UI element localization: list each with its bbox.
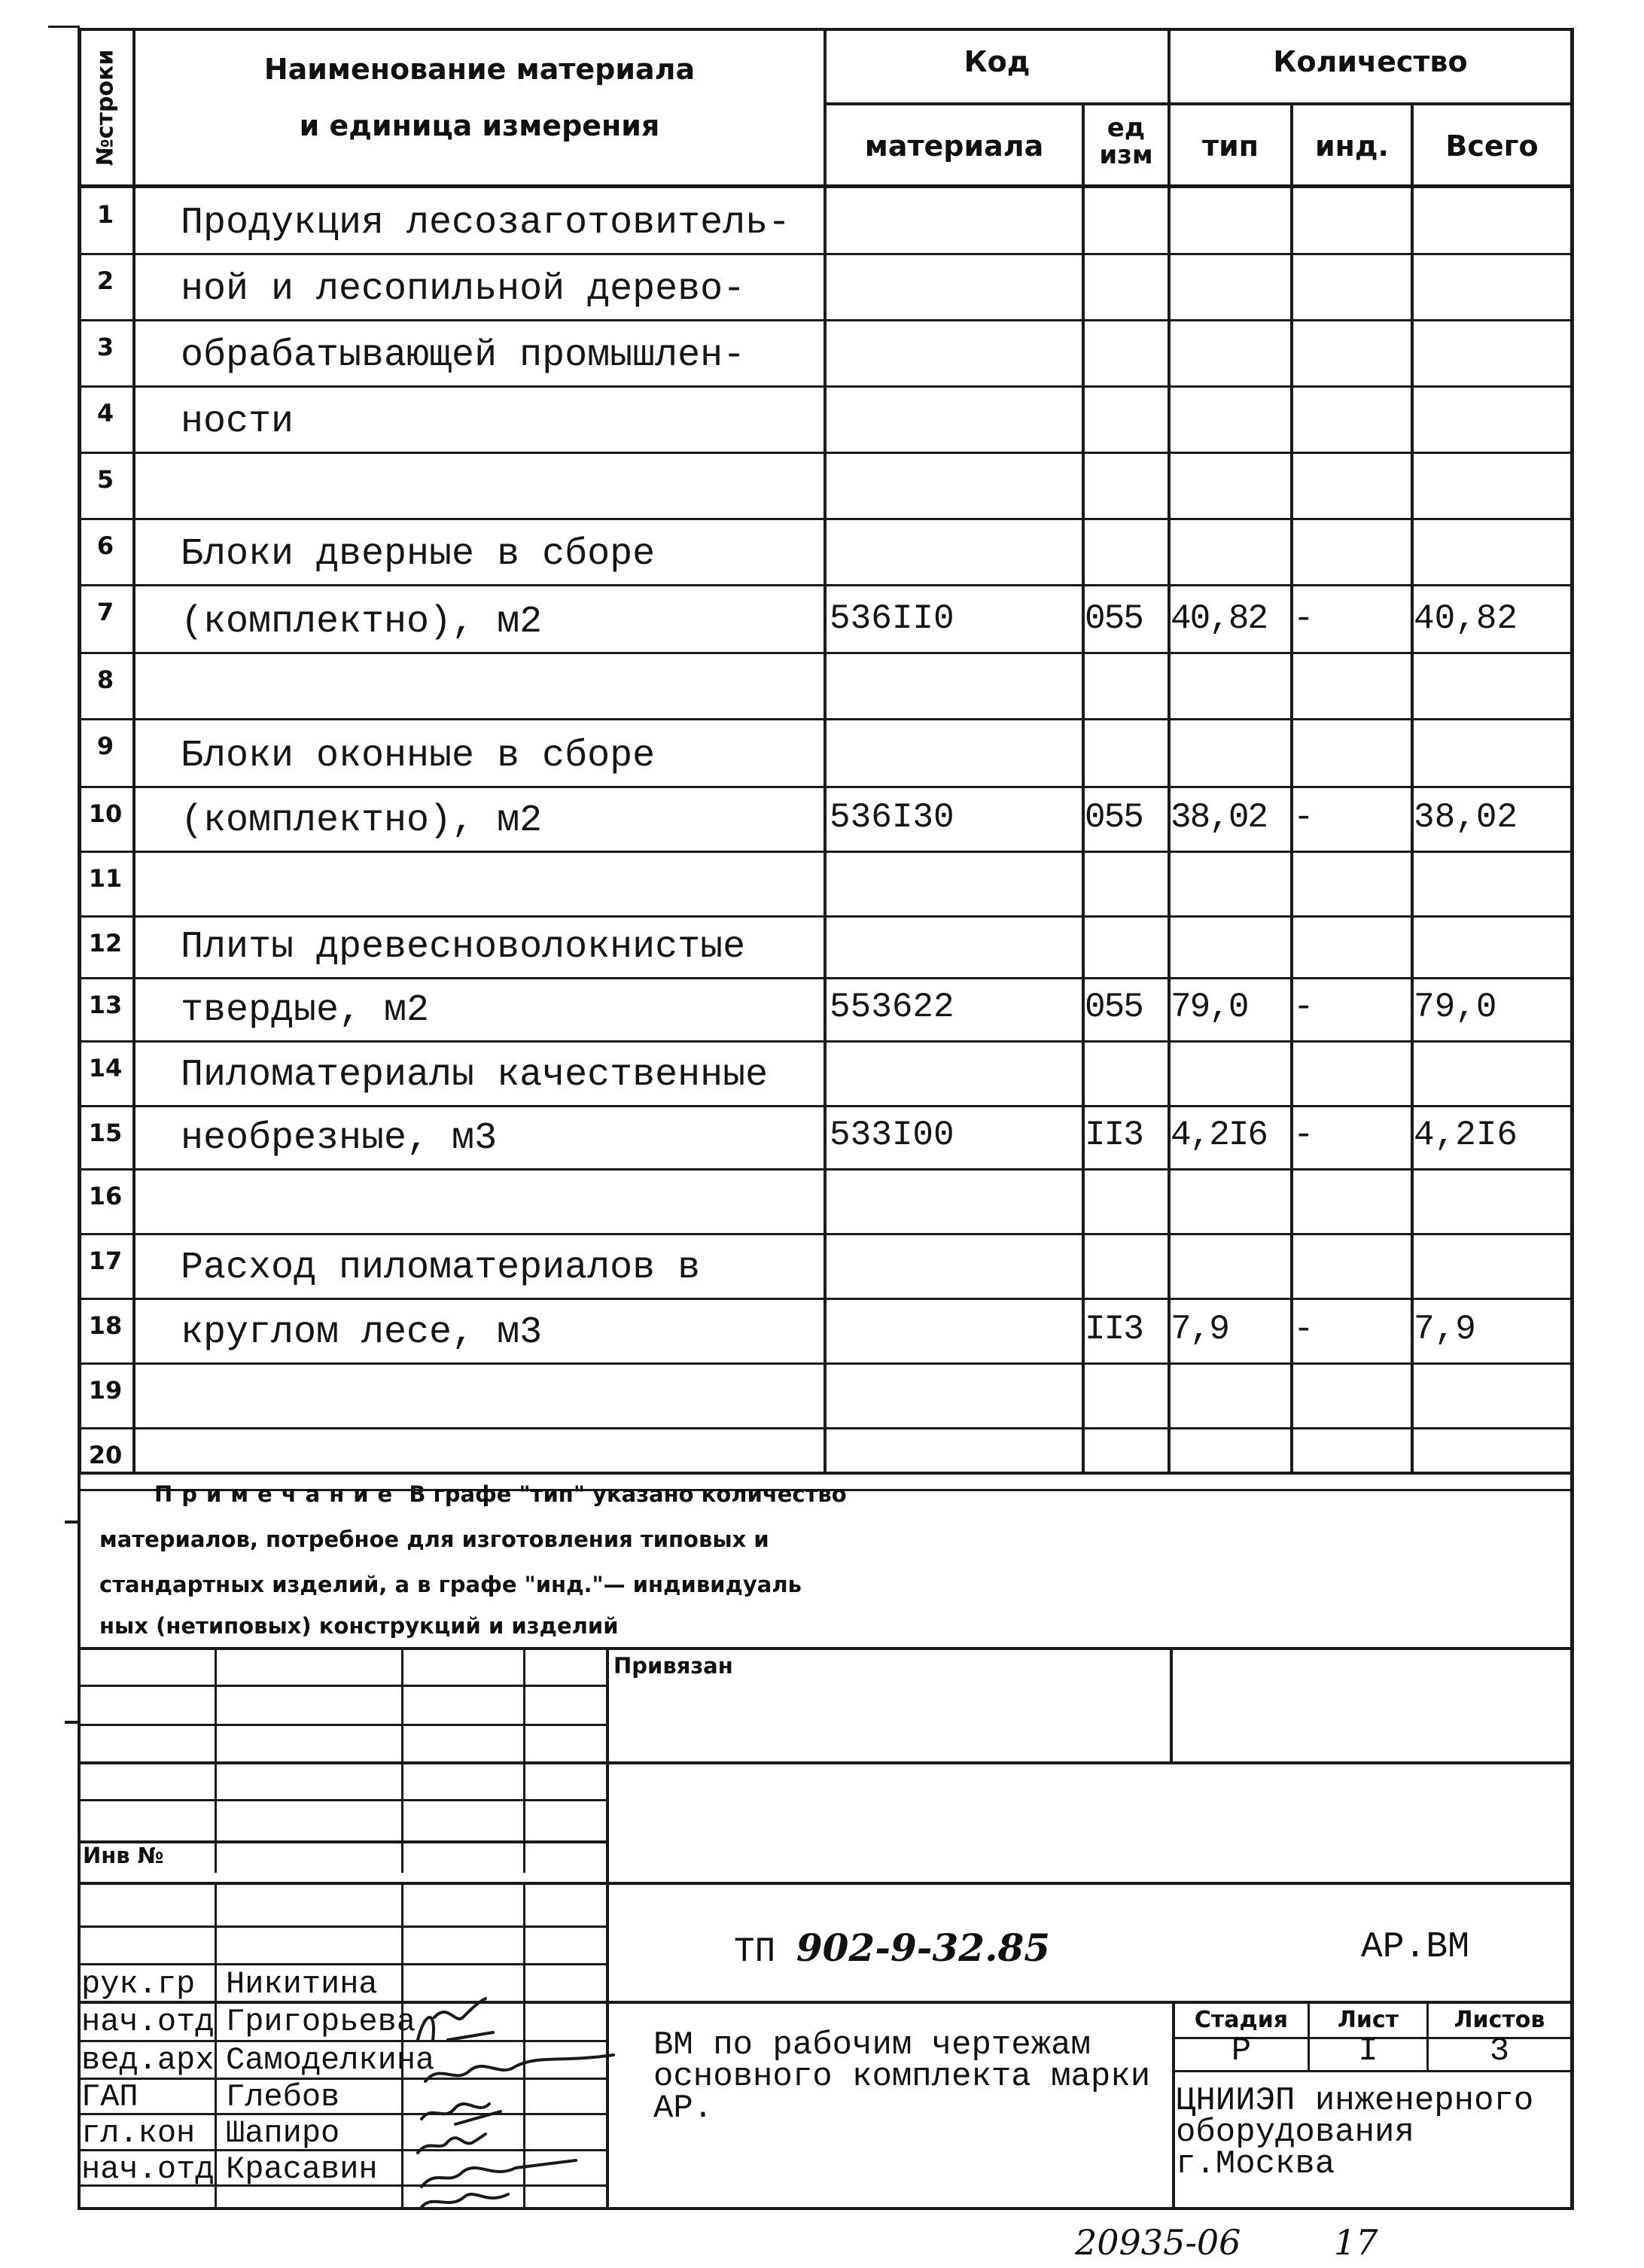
material-name: Расход пиломатериалов в xyxy=(181,1247,701,1289)
material-name: твердые, м2 xyxy=(181,989,430,1032)
row-number: 12 xyxy=(88,929,123,957)
ind-header: инд. xyxy=(1314,129,1389,163)
cell-code: 553622 xyxy=(830,988,954,1027)
stage-label: Стадия xyxy=(1194,2007,1289,2033)
unit-header: ед изм xyxy=(1099,113,1153,170)
organization-line3: г.Москва xyxy=(1176,2145,1335,2183)
cell-total: 40,82 xyxy=(1414,599,1518,638)
material-name: (комплектно), м2 xyxy=(181,799,543,842)
material-name: Блоки оконные в сборе xyxy=(181,735,656,778)
total-header: Всего xyxy=(1445,129,1539,163)
note-line4: ных (нетиповых) конструкций и изделий xyxy=(99,1613,619,1639)
cell-typ: 79,0 xyxy=(1171,988,1248,1027)
page-number: 17 xyxy=(1334,2222,1378,2263)
material-name: ности xyxy=(181,400,294,443)
table-row xyxy=(0,852,1644,917)
material-name: (комплектно), м2 xyxy=(181,601,543,644)
signer-role: гл.кон xyxy=(81,2115,196,2151)
table-row xyxy=(0,387,1644,453)
table-row xyxy=(0,917,1644,979)
material-header: материала xyxy=(864,129,1044,163)
cell-total: 38,02 xyxy=(1414,798,1518,837)
cell-unit: II3 xyxy=(1085,1116,1143,1155)
material-name: необрезные, м3 xyxy=(181,1117,498,1160)
row-number: 11 xyxy=(88,864,123,893)
signer-name: Самоделкина xyxy=(226,2042,435,2078)
row-number: 19 xyxy=(88,1376,123,1405)
description-line3: АР. xyxy=(653,2090,714,2127)
document-number: ТП 902-9-32.85 xyxy=(734,1926,1051,1971)
table-row xyxy=(0,321,1644,387)
row-number: 14 xyxy=(88,1054,123,1082)
table-row xyxy=(0,1042,1644,1107)
row-number: 8 xyxy=(96,665,114,694)
table-row xyxy=(0,979,1644,1042)
sheet-label: Лист xyxy=(1337,2007,1399,2033)
sheet-value: I xyxy=(1358,2032,1378,2070)
quantity-header: Количество xyxy=(1273,45,1468,78)
cell-typ: 7,9 xyxy=(1171,1310,1228,1349)
row-number: 17 xyxy=(88,1247,123,1275)
table-row xyxy=(0,1299,1644,1364)
cell-unit: 055 xyxy=(1085,599,1143,638)
table-row xyxy=(0,653,1644,720)
cell-code: 536I30 xyxy=(830,798,954,837)
code-header: Код xyxy=(964,45,1031,78)
table-row xyxy=(0,254,1644,321)
row-number: 15 xyxy=(88,1119,123,1147)
cell-unit: 055 xyxy=(1085,988,1143,1027)
material-name: Продукция лесозаготовитель- xyxy=(181,202,791,245)
material-name: Плиты древесноволокнистые xyxy=(181,926,746,969)
inventory-number-label: Инв № xyxy=(83,1843,164,1868)
signer-name: Никитина xyxy=(226,1966,378,2002)
typ-header: тип xyxy=(1202,129,1259,163)
cell-typ: 4,2I6 xyxy=(1171,1116,1268,1155)
row-number: 10 xyxy=(88,799,123,828)
table-row xyxy=(0,1170,1644,1234)
row-number: 20 xyxy=(88,1441,123,1469)
signer-role: ГАП xyxy=(81,2079,139,2115)
row-number-header: №строки xyxy=(92,49,119,166)
sheets-label: Листов xyxy=(1454,2007,1545,2033)
signer-role: рук.гр xyxy=(81,1966,196,2002)
row-number: 9 xyxy=(96,732,114,760)
cell-typ: 38,02 xyxy=(1171,798,1268,837)
row-number: 4 xyxy=(96,399,114,428)
sheets-value: 3 xyxy=(1489,2032,1510,2070)
table-row xyxy=(0,720,1644,787)
cell-unit: 055 xyxy=(1085,798,1143,837)
archive-number: 20935-06 xyxy=(1075,2222,1241,2263)
note-line1: В графе "тип" указано количество xyxy=(409,1481,847,1507)
privyazan-label: Привязан xyxy=(613,1653,733,1679)
cell-total: 7,9 xyxy=(1414,1310,1476,1349)
signer-name: Красавин xyxy=(226,2151,378,2187)
table-row xyxy=(0,188,1644,254)
name-header-line1: Наименование материала xyxy=(263,53,696,86)
signer-role: нач.отд xyxy=(81,2004,215,2040)
signer-role: нач.отд xyxy=(81,2151,215,2187)
description-line1: ВМ по рабочим чертежам xyxy=(653,2026,1091,2064)
note-line3: стандартных изделий, а в графе "инд."— индивидуаль xyxy=(99,1572,802,1597)
table-row xyxy=(0,519,1644,586)
row-number: 3 xyxy=(96,333,114,361)
cell-total: 79,0 xyxy=(1414,988,1497,1027)
note-line2: материалов, потребное для изготовления типовых и xyxy=(99,1527,769,1552)
material-name: ной и лесопильной дерево- xyxy=(181,268,746,311)
row-number: 7 xyxy=(96,598,114,626)
name-header-line2: и единица измерения xyxy=(299,109,660,142)
signer-name: Шапиро xyxy=(226,2115,340,2151)
row-number: 6 xyxy=(96,531,114,560)
document-mark: АР.ВМ xyxy=(1361,1927,1470,1968)
row-number: 2 xyxy=(96,266,114,295)
table-row xyxy=(0,787,1644,852)
table-row xyxy=(0,1107,1644,1170)
cell-typ: 40,82 xyxy=(1171,599,1268,638)
row-number: 13 xyxy=(88,991,123,1019)
cell-ind: - xyxy=(1293,798,1314,837)
organization-line2: оборудования xyxy=(1176,2114,1414,2151)
table-row xyxy=(0,1234,1644,1299)
table-row xyxy=(0,1364,1644,1429)
row-number: 5 xyxy=(96,465,114,494)
cell-unit: II3 xyxy=(1085,1310,1143,1349)
row-number: 16 xyxy=(88,1182,123,1210)
signer-name: Григорьева xyxy=(226,2004,416,2040)
cell-ind: - xyxy=(1293,1310,1314,1349)
cell-ind: - xyxy=(1293,1116,1314,1155)
organization-line1: ЦНИИЭП инженерного xyxy=(1176,2082,1534,2120)
description-line2: основного комплекта марки xyxy=(653,2058,1151,2096)
row-number: 18 xyxy=(88,1311,123,1340)
cell-code: 533I00 xyxy=(830,1116,954,1155)
table-row xyxy=(0,453,1644,519)
row-number: 1 xyxy=(96,200,114,229)
cell-total: 4,2I6 xyxy=(1414,1116,1518,1155)
material-name: Пиломатериалы качественные xyxy=(181,1054,769,1097)
cell-ind: - xyxy=(1293,988,1314,1027)
signature-marks xyxy=(403,1927,644,2213)
material-name: круглом лесе, м3 xyxy=(181,1311,543,1354)
table-row xyxy=(0,586,1644,653)
signer-role: вед.арх xyxy=(81,2042,215,2078)
stage-value: Р xyxy=(1231,2032,1252,2070)
note-label: Примечание xyxy=(154,1481,402,1507)
material-name: Блоки дверные в сборе xyxy=(181,533,656,576)
cell-code: 536II0 xyxy=(830,599,954,638)
material-name: обрабатывающей промышлен- xyxy=(181,334,746,377)
cell-ind: - xyxy=(1293,599,1314,638)
signer-name: Глебов xyxy=(226,2079,340,2115)
